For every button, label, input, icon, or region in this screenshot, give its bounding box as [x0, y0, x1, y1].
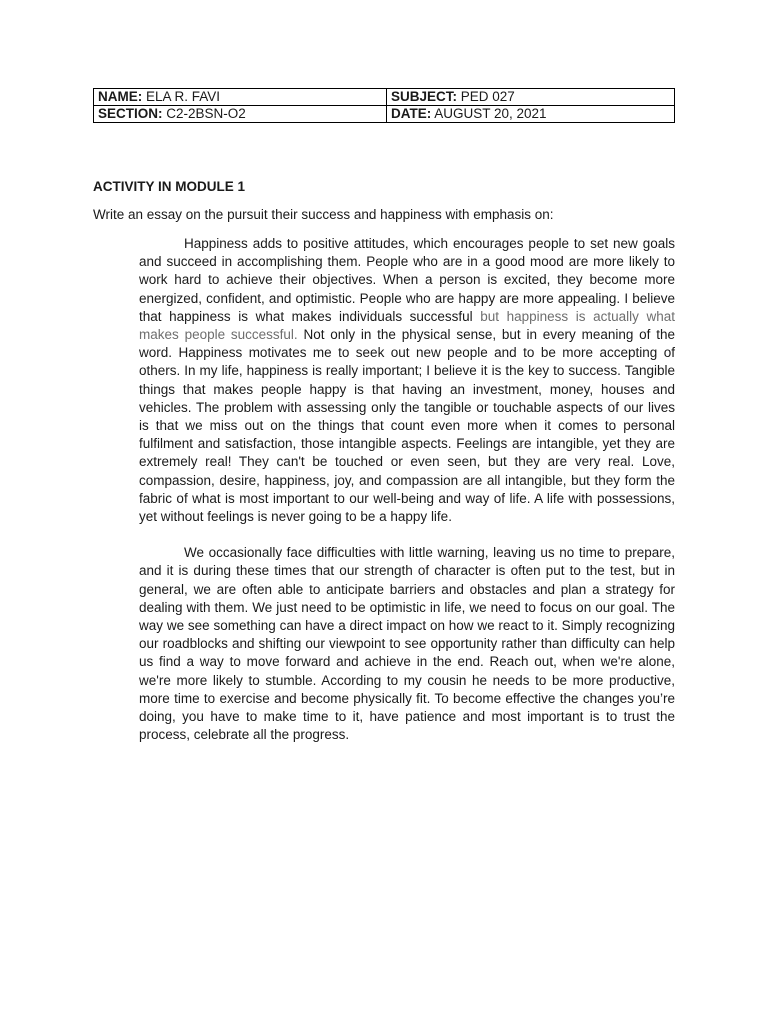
- essay-paragraph-2: We occasionally face difficulties with little warning, leaving us no time to prepare, and it is during these times that our strength of character is often put to the test, but in general, we are often able to anticipate barriers and obstacles and plan a strategy for dealing with them. We just need to be optimistic in life, we need to focus on our goal. The way we see something can have a direct impact on how we react to it. Simply recognizing our roadblocks and shifting our viewpoint to see opportunity rather than difficulty can help us find a way to move forward and achieve in the end. Reach out, when we're alone, we're more likely to stumble. According to my cousin he needs to be more productive, more time to exercise and become physically fit. To become effective the changes you’re doing, you have to make time to it, have patience and most important is to trust the process, celebrate all the progress.: [139, 545, 675, 743]
- section-value: C2-2BSN-O2: [162, 106, 246, 121]
- name-value: ELA R. FAVI: [142, 89, 221, 104]
- section-cell: [94, 106, 387, 123]
- activity-title: ACTIVITY IN MODULE 1: [93, 179, 246, 194]
- subject-label: SUBJECT:: [391, 89, 458, 104]
- subject-cell: [387, 89, 675, 106]
- essay-body: [139, 235, 675, 744]
- paragraph-1-text-a: Happiness adds to positive attitudes, which encourages people to set new goals and succeed in accomplishing them. People who are in a good mood are more likely to work hard to achieve their objectives. When a person is excited, they become more energized, confident, and optimistic. People who are happy are more appealing. I believe that happiness is what makes individuals successful: [139, 236, 675, 324]
- info-row-2: [94, 106, 675, 123]
- essay-paragraph-1: [139, 235, 675, 526]
- date-cell: [387, 106, 675, 123]
- section-label: SECTION:: [98, 106, 163, 121]
- subject-value: PED 027: [457, 89, 515, 104]
- name-cell: [94, 89, 387, 106]
- date-value: AUGUST 20, 2021: [431, 106, 547, 121]
- name-label: NAME:: [98, 89, 143, 104]
- student-info-table: [93, 88, 675, 123]
- paragraph-1-highlighted-text: but happiness is actually what makes people successful.: [139, 308, 675, 343]
- paragraph-1-text-b: Not only in the physical sense, but in every meaning of the word. Happiness motivates me to seek out new people and to be more accepting of others. In my life, happiness is really important; I believe it is the key to success. Tangible things that makes people happy is that having an investment, money, houses and vehicles. The problem with assessing only the tangible or touchable aspects of our lives is that we miss out on the things that count even more when it comes to personal fulfilment and satisfaction, those intangible aspects. Feelings are intangible, yet they are extremely real! They can't be touched or even seen, but they are very real. Love, compassion, desire, happiness, joy, and compassion are all intangible, but they form the fabric of what is most important to our well-being and way of life. A life with possessions, yet without feelings is never going to be a happy life.: [139, 327, 676, 525]
- info-row-1: [94, 89, 675, 106]
- essay-prompt: Write an essay on the pursuit their success and happiness with emphasis on:: [93, 207, 554, 222]
- date-label: DATE:: [391, 106, 432, 121]
